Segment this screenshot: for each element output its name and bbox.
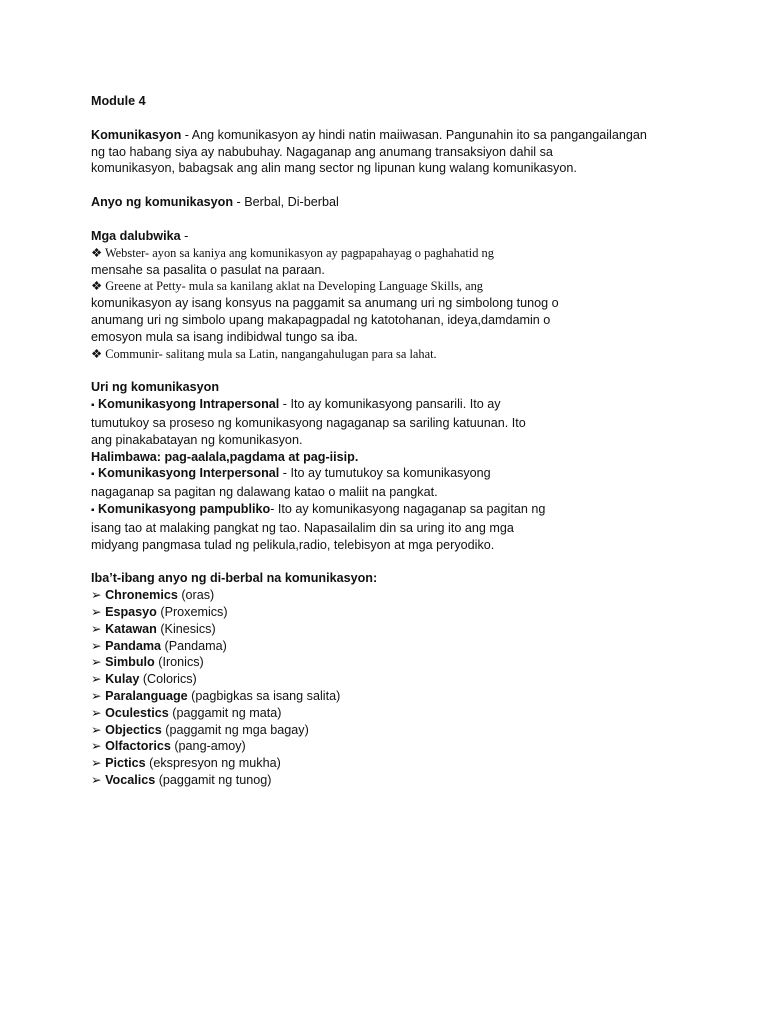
- dalubwika-greene-line-1: ❖ Greene at Petty- mula sa kanilang aklat na Developing Language Skills, ang: [91, 279, 484, 294]
- arrow-bullet-icon: ➢: [91, 621, 102, 636]
- dalubwika-greene-line-3: anumang uri ng simbolo upang makapagpadal ng katotohanan, ideya,damdamin o: [91, 312, 551, 327]
- uri-intrapersonal-line-1: ▪ Komunikasyong Intrapersonal - Ito ay komunikasyong pansarili. Ito ay: [91, 397, 501, 412]
- uri-intrapersonal-line-2: tumutukoy sa proseso ng komunikasyong nagaganap sa sariling katuunan. Ito: [91, 415, 526, 430]
- list-item: ➢ Paralanguage (pagbigkas sa isang salita): [91, 688, 341, 703]
- dalubwika-communir-line: ❖ Communir- salitang mula sa Latin, nangangahulugan para sa lahat.: [91, 346, 437, 361]
- list-item: ➢ Oculestics (paggamit ng mata): [91, 705, 282, 720]
- uri-interpersonal-line-1: ▪ Komunikasyong Interpersonal - Ito ay tumutukoy sa komunikasyong: [91, 466, 491, 481]
- komunikasyon-paragraph-line-1: Komunikasyon - Ang komunikasyon ay hindi natin maiiwasan. Pangunahin ito sa pangangailangan: [91, 127, 647, 142]
- diamond-bullet-icon: ❖: [91, 346, 103, 361]
- uri-pampubliko-line-3: midyang pangmasa tulad ng pelikula,radio, telebisyon at mga peryodiko.: [91, 537, 495, 552]
- list-item: ➢ Kulay (Colorics): [91, 672, 197, 687]
- list-item: ➢ Pictics (ekspresyon ng mukha): [91, 756, 281, 771]
- arrow-bullet-icon: ➢: [91, 655, 102, 670]
- diberbal-list: [91, 587, 691, 789]
- uri-intrapersonal-line-3: ang pinakabatayan ng komunikasyon.: [91, 432, 303, 447]
- dalubwika-webster-line-1: ❖ Webster- ayon sa kaniya ang komunikasyon ay pagpapahayag o paghahatid ng: [91, 245, 494, 260]
- arrow-bullet-icon: ➢: [91, 588, 102, 603]
- module-title: Module 4: [91, 94, 146, 108]
- arrow-bullet-icon: ➢: [91, 705, 102, 720]
- square-bullet-icon: ▪: [91, 400, 95, 412]
- komunikasyon-paragraph-line-2: ng tao habang siya ay nabubuhay. Nagaganap ang anumang transaksiyon dahil sa: [91, 144, 553, 159]
- dalubwika-heading: Mga dalubwika -: [91, 228, 189, 243]
- arrow-bullet-icon: ➢: [91, 722, 102, 737]
- list-item: ➢ Espasyo (Proxemics): [91, 604, 228, 619]
- list-item: ➢ Objectics (paggamit ng mga bagay): [91, 722, 309, 737]
- diamond-bullet-icon: ❖: [91, 245, 103, 260]
- square-bullet-icon: ▪: [91, 469, 95, 481]
- arrow-bullet-icon: ➢: [91, 688, 102, 703]
- dalubwika-greene-line-4: emosyon mula sa isang indibidwal tungo sa iba.: [91, 329, 358, 344]
- arrow-bullet-icon: ➢: [91, 604, 102, 619]
- list-item: ➢ Pandama (Pandama): [91, 638, 227, 653]
- list-item: ➢ Olfactorics (pang-amoy): [91, 739, 246, 754]
- arrow-bullet-icon: ➢: [91, 772, 102, 787]
- square-bullet-icon: ▪: [91, 504, 95, 516]
- diamond-bullet-icon: ❖: [91, 279, 103, 294]
- list-item: ➢ Vocalics (paggamit ng tunog): [91, 772, 272, 787]
- arrow-bullet-icon: ➢: [91, 638, 102, 653]
- anyo-term: Anyo ng komunikasyon: [91, 195, 234, 210]
- diberbal-heading: Iba’t-ibang anyo ng di-berbal na komunikasyon:: [91, 571, 378, 586]
- anyo-line: Anyo ng komunikasyon - Berbal, Di-berbal: [91, 195, 339, 210]
- list-item: ➢ Chronemics (oras): [91, 588, 215, 603]
- dalubwika-greene-line-2: komunikasyon ay isang konsyus na paggamit sa anumang uri ng simbolong tunog o: [91, 296, 559, 311]
- uri-heading: Uri ng komunikasyon: [91, 380, 220, 395]
- komunikasyon-paragraph-line-3: komunikasyon, babagsak ang alin mang sector ng lipunan kung walang komunikasyon.: [91, 161, 577, 176]
- arrow-bullet-icon: ➢: [91, 756, 102, 771]
- arrow-bullet-icon: ➢: [91, 672, 102, 687]
- arrow-bullet-icon: ➢: [91, 739, 102, 754]
- uri-pampubliko-line-1: ▪ Komunikasyong pampubliko- Ito ay komunikasyong nagaganap sa pagitan ng: [91, 501, 546, 516]
- list-item: ➢ Katawan (Kinesics): [91, 621, 216, 636]
- dalubwika-webster-line-2: mensahe sa pasalita o pasulat na paraan.: [91, 262, 325, 277]
- uri-pampubliko-line-2: isang tao at malaking pangkat ng tao. Napasailalim din sa uring ito ang mga: [91, 520, 514, 535]
- uri-interpersonal-line-2: nagaganap sa pagitan ng dalawang katao o maliit na pangkat.: [91, 485, 438, 500]
- komunikasyon-term: Komunikasyon: [91, 127, 182, 142]
- uri-halimbawa: Halimbawa: pag-aalala,pagdama at pag-iisip.: [91, 449, 359, 464]
- document-content: [91, 93, 691, 789]
- list-item: ➢ Simbulo (Ironics): [91, 655, 204, 670]
